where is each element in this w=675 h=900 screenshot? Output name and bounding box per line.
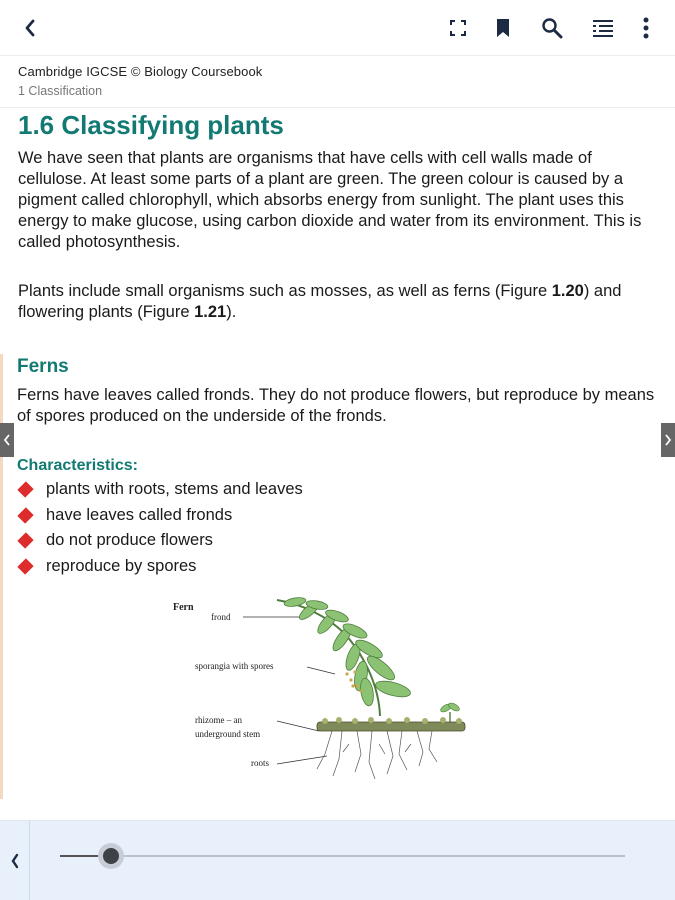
- toc-button[interactable]: [589, 14, 617, 42]
- bottom-bar: [0, 820, 675, 900]
- list-item-text: have leaves called fronds: [46, 505, 233, 524]
- list-item-text: do not produce flowers: [46, 531, 213, 549]
- more-vertical-icon: [643, 17, 649, 39]
- diamond-bullet-icon: [17, 481, 33, 497]
- next-page-button[interactable]: [661, 423, 675, 457]
- label-rhizome-line1: rhizome – an: [195, 715, 242, 725]
- previous-page-button[interactable]: [0, 423, 14, 457]
- characteristics-heading: Characteristics:: [17, 457, 138, 474]
- ferns-section: [0, 354, 675, 799]
- bookmark-button[interactable]: [489, 14, 517, 42]
- diamond-bullet-icon: [17, 558, 33, 574]
- book-meta: [18, 64, 262, 98]
- slider-thumb[interactable]: [98, 843, 124, 869]
- rhizome-drawing: [317, 722, 465, 731]
- fullscreen-button[interactable]: [444, 14, 472, 42]
- fullscreen-icon: [449, 19, 467, 37]
- label-frond: frond: [211, 612, 231, 622]
- chevron-left-icon: [23, 18, 37, 38]
- list-item: [17, 503, 303, 529]
- bookmark-icon: [496, 18, 510, 38]
- slider-thumb-dot: [103, 848, 119, 864]
- intro-paragraph: We have seen that plants are organisms that have cells with cell walls made of cellulose. At least some parts of a plant are green. The green colour is caused by a pigment called chlorophyll, which absorbs energy from sunlight. The plant uses this energy to make glucose, using carbon dioxide and water from its environment. This is called photosynthesis.: [18, 149, 642, 251]
- characteristics-list: [17, 477, 303, 579]
- label-sporangia: sporangia with spores: [195, 661, 274, 671]
- figure-title: Fern: [173, 602, 194, 613]
- list-item-text: plants with roots, stems and leaves: [46, 480, 303, 498]
- table-of-contents-icon: [592, 18, 614, 38]
- plants-paragraph-text: ).: [226, 303, 237, 321]
- fern-frond-drawing: [277, 596, 461, 726]
- more-options-button[interactable]: [632, 14, 660, 42]
- diamond-bullet-icon: [17, 507, 33, 523]
- roots-drawing: [317, 731, 437, 779]
- figure-reference-link[interactable]: 1.21: [194, 303, 227, 321]
- label-leader-lines: [243, 617, 335, 764]
- ferns-heading: Ferns: [17, 356, 69, 377]
- ferns-paragraph: Ferns have leaves called fronds. They do not produce flowers, but reproduce by means of spores produced on the underside of the fronds.: [17, 386, 655, 425]
- chevron-left-icon: [3, 434, 11, 446]
- top-toolbar: [0, 0, 675, 56]
- search-icon: [541, 17, 563, 39]
- chapter-label: 1 Classification: [18, 84, 103, 98]
- figure-reference-link[interactable]: 1.20: [551, 282, 584, 300]
- list-item: [17, 477, 303, 503]
- bottom-back-button[interactable]: [0, 821, 30, 900]
- list-item-text: reproduce by spores: [46, 556, 197, 575]
- list-item: [17, 554, 303, 580]
- plants-paragraph-text: ) and flowering plants (Figure: [18, 282, 622, 321]
- plants-paragraph: [18, 281, 658, 323]
- fern-figure[interactable]: [167, 594, 477, 789]
- page-progress-slider[interactable]: [60, 855, 625, 857]
- chevron-right-icon: [664, 434, 672, 446]
- back-button[interactable]: [16, 14, 44, 42]
- book-title: Cambridge IGCSE © Biology Coursebook: [18, 64, 263, 79]
- diamond-bullet-icon: [17, 532, 33, 548]
- chevron-left-icon: [10, 853, 20, 869]
- search-button[interactable]: [538, 14, 566, 42]
- plants-paragraph-text: Plants include small organisms such as mosses, as well as ferns (Figure: [18, 282, 552, 300]
- section-title: 1.6 Classifying plants: [18, 110, 284, 140]
- label-rhizome-line2: underground stem: [195, 729, 261, 739]
- meta-divider: [0, 107, 675, 108]
- label-roots: roots: [251, 758, 269, 768]
- list-item: [17, 528, 303, 554]
